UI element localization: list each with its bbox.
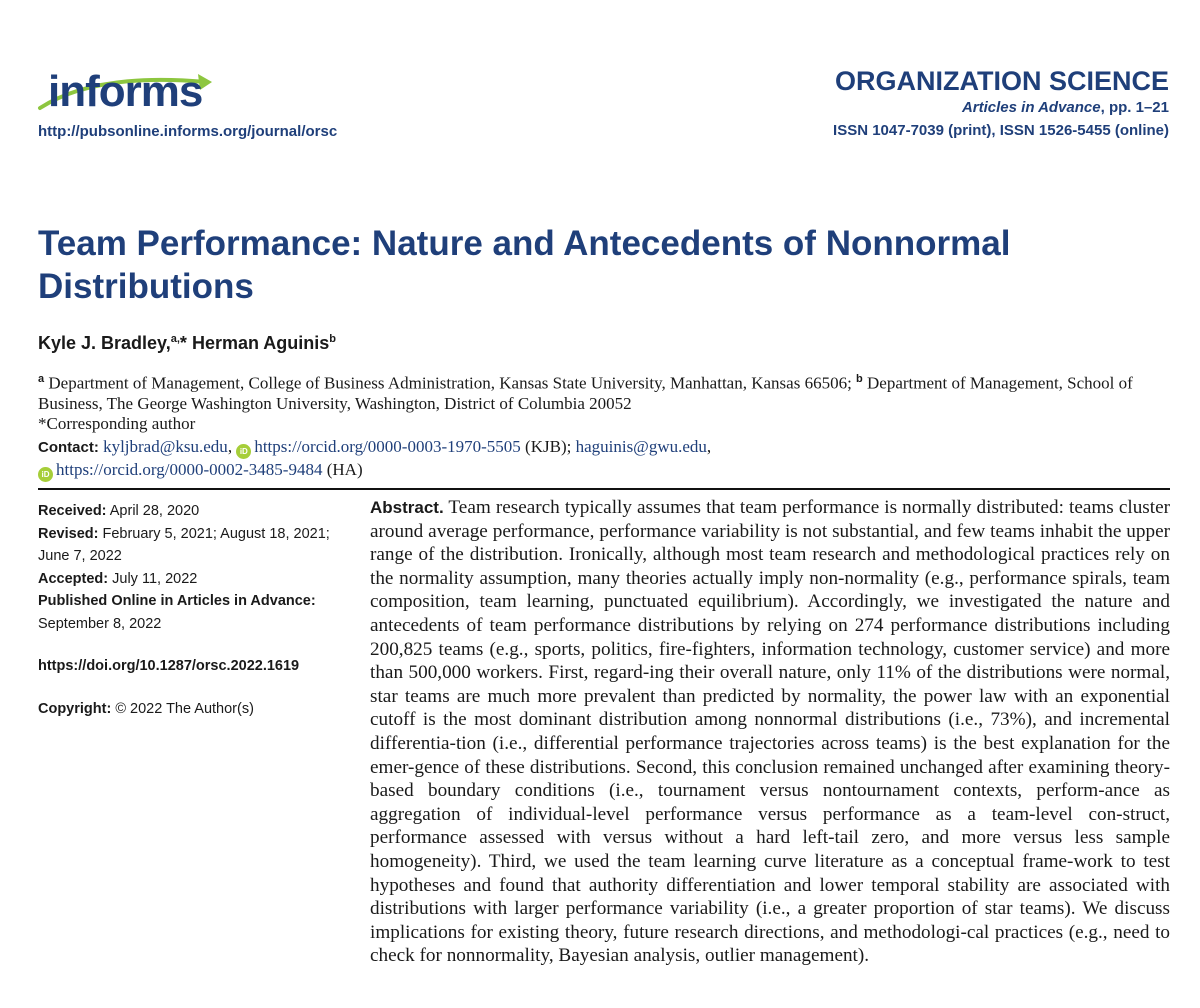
journal-name: ORGANIZATION SCIENCE — [834, 66, 1169, 96]
doi-text: https://doi.org/10.1287/orsc.2022.1619 — [38, 658, 300, 674]
copyright-text: © 2022 The Author(s) — [115, 700, 254, 717]
section-divider — [38, 488, 1170, 490]
affil-a: Department of Management, College of Business Administration, Kansas State University, Manhattan, Kansas 66506; — [48, 373, 857, 393]
email-link-1[interactable]: kyljbrad@ksu.edu — [103, 437, 228, 456]
journal-issn: ISSN 1047-7039 (print), ISSN 1526-5455 (online) — [833, 122, 1169, 139]
article-history — [38, 500, 348, 720]
revised-row — [38, 523, 348, 568]
author-1-star: * — [179, 333, 187, 353]
received-label: Received: — [38, 503, 107, 519]
orcid-link-1[interactable]: https://orcid.org/0000-0003-1970-5505 — [254, 437, 521, 456]
abstract-text: Team research typically assumes that team performance is normally distributed: teams cluster around average performance, performance variability is not substantial, and few teams inhabit the upper range of the distribution. Ironically, although most team research and methodological practices rely on the normality assumption, many theories actually imply non-normality (e.g., performance spirals, team composition, team learning, punctuated equilibrium). Accordingly, we investigated the nature and antecedents of team performance distributions by relying on 274 performance distributions including 200,825 teams (e.g., sports, politics, fire-fighters, information technology, customer service) and more than 500,000 workers. First, regard-ing their overall nature, only 11% of the distributions were normal, star teams are much more prevalent than predicted by normality, the power law with an exponential cutoff is the most dominant distribution among nonnormal distributions (i.e., 73%), and incremental differentia-tion (i.e., differential performance trajectories across teams) is the best explanation for the emer-gence of these distributions. Second, this conclusion remained unchanged after examining theory-based boundary conditions (i.e., tournament versus nontournament contexts, perform-ance as aggregation of individual-level performance versus performance as a team-level con-struct, performance assessed with versus without a hard left-tail zero, and more versus less sample homogeneity). Third, we used the team learning curve literature as a conceptual frame-work to test hypotheses and found that authority differentiation and lower temporal stability are associated with distributions with larger performance variability (i.e., a greater proportion of star teams). We discuss implications for existing theory, future research directions, and methodologi-cal practices (e.g., need to check for nonnormality, Bayesian analysis, outlier management). — [370, 497, 1170, 967]
articles-pages: , pp. 1–21 — [1100, 99, 1169, 116]
orcid-link-2[interactable]: https://orcid.org/0000-0002-3485-9484 — [56, 460, 323, 479]
affil-b-sup: b — [856, 373, 863, 385]
author-2: Herman Aguinis — [186, 333, 330, 353]
received-date: April 28, 2020 — [109, 503, 200, 519]
affil-a-sup: a — [38, 373, 45, 385]
doi-link[interactable] — [38, 655, 348, 678]
accepted-label: Accepted: — [38, 570, 109, 587]
articles-label: Articles in Advance — [961, 99, 1101, 116]
journal-url-link[interactable]: http://pubsonline.informs.org/journal/orsc — [38, 123, 338, 140]
accepted-date: July 11, 2022 — [112, 570, 198, 587]
published-row — [38, 590, 348, 635]
email-link-2[interactable]: haguinis@gwu.edu — [575, 437, 707, 456]
author-1: Kyle J. Bradley, — [38, 333, 171, 353]
copyright-row — [38, 698, 348, 721]
informs-logo: informs — [48, 67, 203, 116]
contact-label: Contact: — [38, 439, 99, 456]
corresponding-author-note: *Corresponding author — [38, 413, 196, 433]
revised-label: Revised: — [38, 525, 99, 542]
author-2-affil-sup: b — [329, 333, 337, 345]
article-title: Team Performance: Nature and Antecedents of Nonnormal Distributions — [38, 224, 1011, 306]
author-line — [38, 333, 336, 354]
abstract — [370, 496, 1170, 968]
contact-block: Contact: kyljbrad@ksu.edu, iD https://orcid.org/0000-0003-1970-5505 (KJB); haguinis@gwu.edu, iD https://orcid.org/0000-0002-3485-9484 (HA) — [38, 436, 1138, 482]
author-1-affil-sup: a, — [170, 333, 180, 345]
abstract-label: Abstract. — [370, 498, 444, 517]
orcid-icon: iD — [38, 467, 53, 482]
received-row — [38, 500, 348, 523]
affil-b: Department of Management, School of Business, The George Washington University, Washington, District of Columbia 20052 — [38, 373, 1133, 413]
orcid-2-tag: (HA) — [322, 460, 363, 479]
journal-articles-line — [962, 99, 1169, 116]
published-label: Published Online in Articles in Advance: — [38, 593, 316, 609]
affiliations — [38, 369, 1138, 434]
orcid-icon: iD — [236, 444, 251, 459]
orcid-1-tag: (KJB); — [520, 437, 576, 456]
revised-dates: February 5, 2021; August 18, 2021; June 7, 2022 — [38, 525, 330, 564]
copyright-label: Copyright: — [38, 700, 112, 717]
accepted-row — [38, 568, 348, 591]
published-date: September 8, 2022 — [38, 615, 162, 632]
